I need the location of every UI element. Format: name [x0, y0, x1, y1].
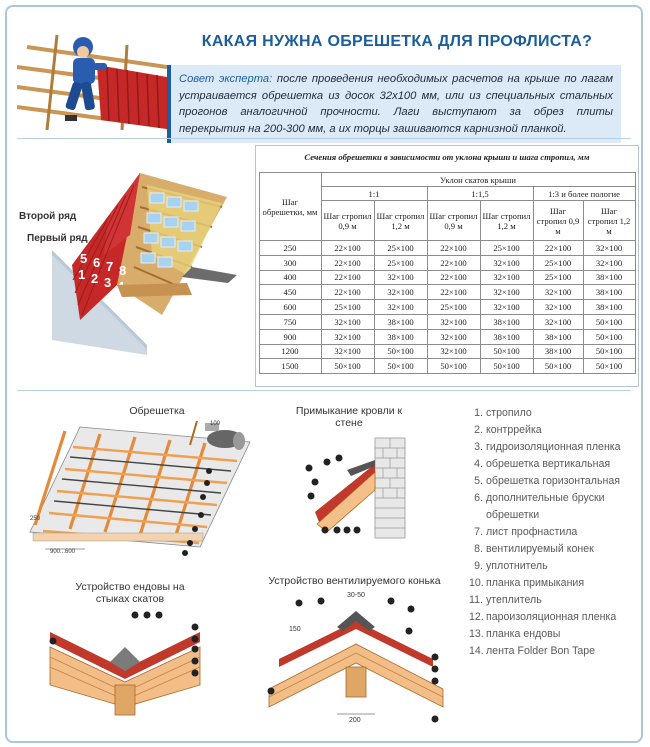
section-cell: 32×100 [427, 329, 480, 344]
lathing-step-cell: 1500 [259, 359, 321, 374]
sheet-number: 5 [80, 251, 88, 266]
legend-number: 11. [469, 594, 483, 606]
legend-number: 6. [474, 492, 483, 504]
section-cell: 32×100 [480, 255, 533, 270]
legend-item [469, 609, 649, 626]
section-cell: 32×100 [374, 285, 427, 300]
section-cell: 50×100 [374, 344, 427, 359]
section-cell: 50×100 [583, 329, 635, 344]
section-cell: 38×100 [583, 285, 635, 300]
section-cell: 38×100 [374, 329, 427, 344]
ridge-diagram-title: Устройство вентилируемого конька [268, 575, 441, 587]
section-cell: 25×100 [533, 270, 583, 285]
section-cell: 25×100 [321, 300, 374, 315]
lathing-step-cell: 400 [259, 270, 321, 285]
slope-header: 1:3 и более пологие [533, 187, 635, 201]
slope-header: 1:1 [321, 187, 427, 201]
section-cell: 38×100 [583, 270, 635, 285]
section-cell: 32×100 [533, 314, 583, 329]
lathing-section-table-box [255, 145, 639, 387]
section-cell: 38×100 [533, 344, 583, 359]
legend-number: 12. [469, 611, 484, 623]
section-cell: 32×100 [480, 285, 533, 300]
legend-item [469, 456, 649, 473]
lathing-step-cell: 250 [259, 241, 321, 256]
divider [17, 138, 631, 139]
sheet-number: 2 [91, 271, 99, 286]
header [7, 7, 641, 137]
sheet-number: 7 [106, 259, 114, 274]
rafter-step-header: Шаг стропил 0,9 м [427, 201, 480, 241]
section-cell: 38×100 [480, 329, 533, 344]
sheet-number: 3 [104, 275, 112, 290]
legend-text: пароизоляционная пленка [486, 611, 617, 623]
legend-item [469, 558, 649, 575]
legend-item [469, 643, 649, 660]
table-caption: Сечения обрешетки в зависимости от уклона крыши и шага стропил, мм [304, 152, 590, 162]
wall-abutment-diagram-title: Примыкание кровли к стене [295, 405, 403, 429]
components-legend [469, 405, 649, 660]
legend-text: гидроизоляционная пленка [486, 441, 621, 453]
section-cell: 32×100 [480, 300, 533, 315]
first-row-label: Первый ряд [27, 233, 88, 244]
section-cell: 50×100 [374, 359, 427, 374]
lathing-step-cell: 900 [259, 329, 321, 344]
section-cell: 32×100 [583, 241, 635, 256]
section-cell: 22×100 [321, 241, 374, 256]
section-cell: 22×100 [427, 241, 480, 256]
infographic-frame [5, 5, 643, 743]
legend-text: лист профнастила [486, 526, 578, 538]
dimension-label: 100 [210, 421, 221, 427]
legend-number: 5. [474, 475, 483, 487]
legend-text: обрешетка горизонтальная [486, 475, 620, 487]
table-row [259, 300, 635, 315]
legend-item [469, 626, 649, 643]
legend-text: вентилируемый конек [486, 543, 594, 555]
legend-text: планка примыкания [486, 577, 585, 589]
advice-label: Совет эксперта: [179, 73, 273, 85]
dimension-label: 150 [289, 626, 301, 633]
table-row [259, 285, 635, 300]
section-cell: 22×100 [427, 255, 480, 270]
legend-text: планка ендовы [486, 628, 561, 640]
legend-number: 14. [469, 645, 484, 657]
section-cell: 32×100 [427, 344, 480, 359]
roofer-illustration-icon [17, 25, 167, 130]
section-cell: 32×100 [533, 285, 583, 300]
section-cell: 32×100 [374, 270, 427, 285]
table-row [259, 241, 635, 256]
legend-number: 1. [474, 407, 483, 419]
legend-number: 13. [469, 628, 484, 640]
section-cell: 50×100 [583, 359, 635, 374]
legend-text: лента Folder Bon Tape [486, 645, 596, 657]
section-cell: 32×100 [533, 300, 583, 315]
lathing-step-cell: 1200 [259, 344, 321, 359]
legend-number: 9. [474, 560, 483, 572]
sheet-number: 1 [78, 267, 86, 282]
legend-item [469, 575, 649, 592]
rafter-step-header: Шаг стропил 1,2 м [480, 201, 533, 241]
lathing-step-cell: 450 [259, 285, 321, 300]
legend-item [469, 439, 649, 456]
section-cell: 32×100 [427, 314, 480, 329]
section-cell: 22×100 [321, 270, 374, 285]
section-cell: 32×100 [321, 344, 374, 359]
section-cell: 50×100 [321, 359, 374, 374]
section-cell: 32×100 [374, 300, 427, 315]
legend-item [469, 422, 649, 439]
wall-abutment-diagram [297, 432, 417, 540]
table-row [259, 255, 635, 270]
legend-item [469, 405, 649, 422]
legend-item [469, 490, 649, 524]
section-cell: 32×100 [321, 329, 374, 344]
section-cell: 50×100 [583, 344, 635, 359]
legend-text: стропило [486, 407, 532, 419]
legend-number: 10. [469, 577, 484, 589]
col-header-step: Шаг обрешетки, мм [259, 173, 321, 241]
section-cell: 38×100 [374, 314, 427, 329]
lathing-step-cell: 750 [259, 314, 321, 329]
section-cell: 22×100 [427, 285, 480, 300]
table-row [259, 359, 635, 374]
lathing-step-cell: 600 [259, 300, 321, 315]
dimension-label: 250 [30, 516, 41, 522]
section-cell: 50×100 [480, 344, 533, 359]
legend-item [469, 524, 649, 541]
section-cell: 50×100 [480, 359, 533, 374]
section-cell: 32×100 [583, 255, 635, 270]
section-cell: 22×100 [427, 270, 480, 285]
section-cell: 50×100 [427, 359, 480, 374]
section-cell: 22×100 [533, 241, 583, 256]
lathing-step-cell: 300 [259, 255, 321, 270]
table-row [259, 270, 635, 285]
lathing-diagram-title: Обрешетка [129, 405, 185, 417]
valley-diagram-title: Устройство ендовы на стыках скатов [75, 581, 185, 605]
divider [17, 390, 631, 391]
section-cell: 25×100 [427, 300, 480, 315]
section-cell: 22×100 [321, 255, 374, 270]
sheet-number: 6 [93, 255, 101, 270]
legend-item [469, 592, 649, 609]
lathing-section-table [259, 172, 636, 374]
rafter-step-header: Шаг стропил 0,9 м [533, 201, 583, 241]
rafter-step-header: Шаг стропил 0,9 м [321, 201, 374, 241]
section-cell: 38×100 [533, 329, 583, 344]
valley-diagram [45, 607, 205, 717]
legend-text: уплотнитель [486, 560, 548, 572]
ridge-diagram [259, 589, 454, 729]
legend-text: контррейка [486, 424, 542, 436]
section-cell: 50×100 [533, 359, 583, 374]
rafter-step-header: Шаг стропил 1,2 м [583, 201, 635, 241]
legend-text: дополнительные бруски обрешетки [486, 492, 605, 521]
legend-number: 7. [474, 526, 483, 538]
slope-header: 1:1,5 [427, 187, 533, 201]
section-cell: 32×100 [321, 314, 374, 329]
section-cell: 38×100 [480, 314, 533, 329]
dimension-label: 200 [349, 717, 361, 724]
col-header-slope: Уклон скатов крыши [321, 173, 635, 187]
legend-number: 2. [474, 424, 483, 436]
sheet-number: 8 [119, 263, 127, 278]
section-cell: 50×100 [583, 314, 635, 329]
legend-number: 8. [474, 543, 483, 555]
page-title: КАКАЯ НУЖНА ОБРЕШЕТКА ДЛЯ ПРОФЛИСТА? [201, 33, 593, 50]
legend-number: 4. [474, 458, 483, 470]
section-cell: 25×100 [374, 241, 427, 256]
rafter-step-header: Шаг стропил 1,2 м [374, 201, 427, 241]
legend-number: 3. [474, 441, 483, 453]
table-row [259, 314, 635, 329]
dimension-label: 30-50 [347, 592, 365, 599]
section-cell: 25×100 [374, 255, 427, 270]
section-cell: 22×100 [321, 285, 374, 300]
dimension-label: 900...600 [50, 549, 76, 555]
section-cell: 25×100 [533, 255, 583, 270]
section-cell: 32×100 [480, 270, 533, 285]
section-cell: 38×100 [583, 300, 635, 315]
table-row [259, 344, 635, 359]
section-cell: 25×100 [480, 241, 533, 256]
legend-item [469, 473, 649, 490]
legend-item [469, 541, 649, 558]
second-row-label: Второй ряд [19, 211, 77, 222]
legend-text: утеплитель [486, 594, 542, 606]
advice-text: после проведения необходимых расчетов на крыше по лагам устраивается обрешетка из досок 32х100 мм, или из специальных стальных прогонов аналогичной прочности. Лаги выступают за обрез плиты перекрытия на 200-300 мм, а их торцы зашиваются карнизной планкой. [179, 73, 613, 135]
table-row [259, 329, 635, 344]
lathing-diagram [25, 417, 257, 562]
roof-rows-illustration [22, 155, 252, 355]
expert-advice-box [167, 65, 621, 143]
legend-text: обрешетка вертикальная [486, 458, 611, 470]
